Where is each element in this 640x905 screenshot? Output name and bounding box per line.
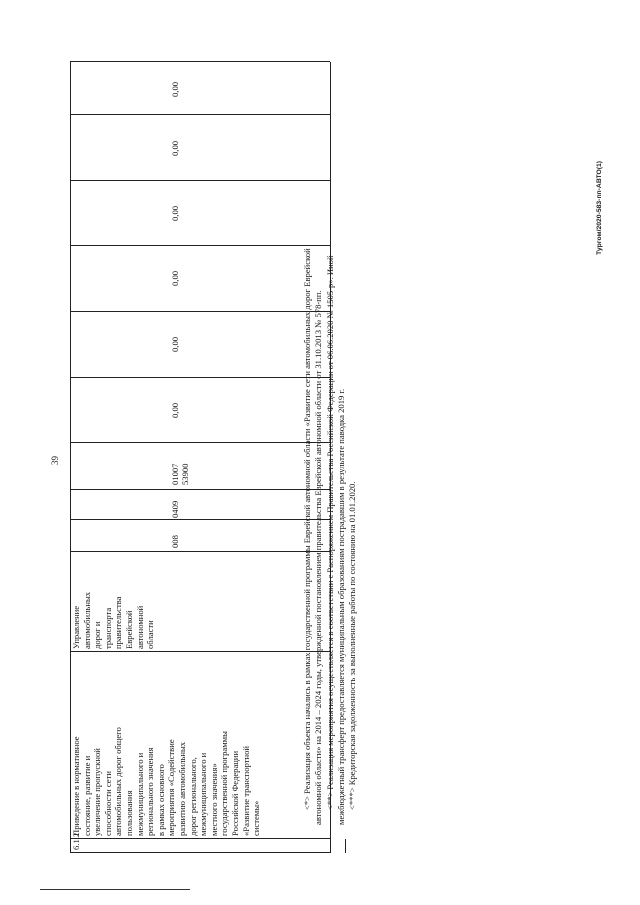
footnote-2-line-2: межбюджетный трансферт предоставляется муниципальным образованиям пострадавшим в результате паводка 2019 г. xyxy=(336,388,346,825)
row-csr-code-2: 53900 xyxy=(180,463,190,485)
row-grbs-code: 008 xyxy=(170,535,180,548)
row-rzpr-code: 0409 xyxy=(170,500,180,518)
row-value-5: 0,00 xyxy=(170,140,180,156)
footer-document-code: Тургом/2020-583-пп-АВТО(1) xyxy=(596,160,603,255)
row-value-2: 0,00 xyxy=(170,336,180,352)
footnote-2-line-1: <**> Реализация мероприятия осуществляется в соответствии с Распоряжением Правительства Российской Федерации от 06.06.2020 № 1505-р». Иной xyxy=(325,255,335,810)
rotated-landscape-page: 39 6.1.2 Приведение в нормативное состояние, развитие и увеличение пропускной способности сети автомобильных дорог общего пользования межмуниципального и регионального значения в рамках основного мероприятия «Содействие развитию автомобильных дорог регионального, межмуниципального и местного значения» государственной программы Российской Федерации «Развитие транспортной системы» Управление автомобильных дорог и транспорта правительства Еврейской автономной области 008 0409 01007 53900 0,00 0,00 0,00 0,00 0,00 0,00 <*> Реализация объекта начались в рамках государственной программы Еврейской автономной области «Развитие сети автомобильных дорог Еврейской автономной области» на 2014 – 2024 годы, утвержденной постановлением правительства Еврейской автономной области от 31.10.2013 № 578-пп. <**> Реализация мероприятия осуществляется в соответствии с Распоряжением Правительства Российской Федерации от 06.06.2020 № 1505-р». Иной межбюджетный трансферт предоставляется муниципальным образованиям пострадавшим в результате паводка 2019 г. <***> Кредиторская задолженность за выполненные работы по состоянию на 01.01.2020. Тургом/2020-583-пп-АВТО(1) xyxy=(0,0,640,905)
footnote-3: <***> Кредиторская задолженность за выполненные работы по состоянию на 01.01.2020. xyxy=(347,481,357,810)
row-value-6: 0,00 xyxy=(170,81,180,97)
row-csr-code-1: 01007 xyxy=(170,463,180,485)
bottom-rule xyxy=(40,889,190,890)
row-value-1: 0,00 xyxy=(170,402,180,418)
footnote-1-line-1: <*> Реализация объекта начались в рамках государственной программы Еврейской автономной области «Развитие сети автомобильных дорог Еврейской xyxy=(302,248,312,810)
row-code: 6.1.2 xyxy=(71,832,81,850)
footnote-1-line-2: автономной области» на 2014 – 2024 годы, утвержденной постановлением правительства Еврейской автономной области от 31.10.2013 № 578-пп. xyxy=(313,290,323,825)
page-number: 39 xyxy=(50,456,60,465)
row-value-4: 0,00 xyxy=(170,205,180,221)
row-value-3: 0,00 xyxy=(170,270,180,286)
